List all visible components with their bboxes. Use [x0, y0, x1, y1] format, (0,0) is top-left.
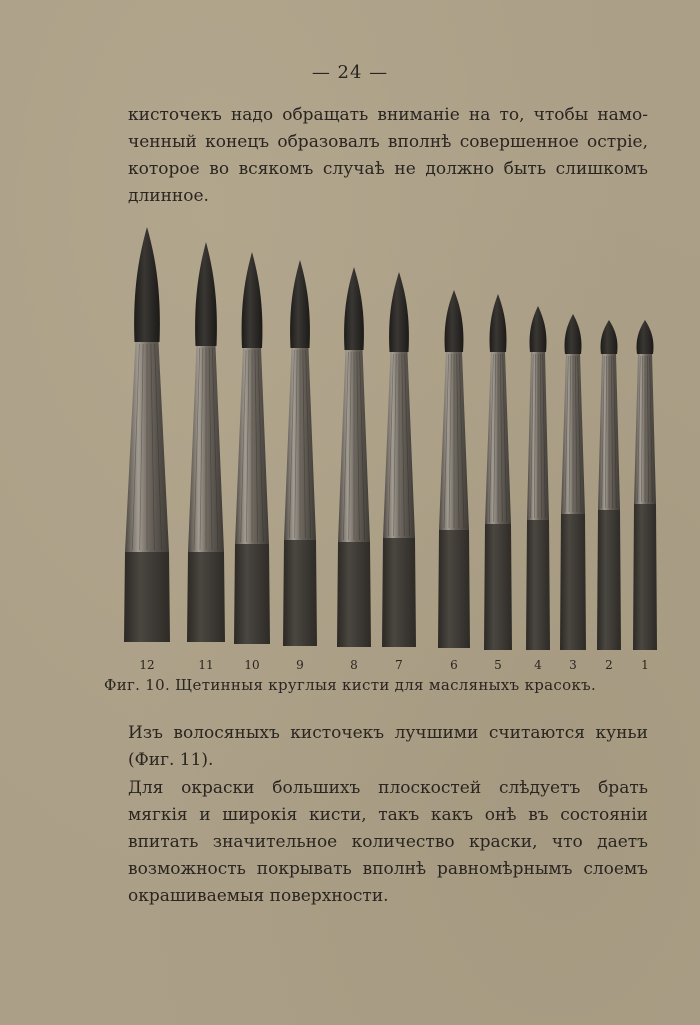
brush: [560, 314, 586, 650]
brush-bristles: [290, 260, 310, 348]
brush-bristles: [530, 306, 547, 352]
brush-number-label: 4: [534, 658, 542, 672]
brush: [337, 267, 371, 647]
figure-caption: Фиг. 10. Щетинныя круглыя кисти для масляныхъ красокъ.: [103, 676, 597, 694]
brush-number-label: 10: [244, 658, 260, 672]
brush-number-label: 7: [395, 658, 403, 672]
text-line: мягкія и широкія кисти, такъ какъ онѣ въ состояніи: [128, 805, 648, 825]
brush-handle: [234, 544, 270, 644]
brush-handle: [124, 552, 170, 642]
brush-bristles: [242, 252, 263, 348]
brush-bristles: [389, 272, 409, 352]
brush-handle: [560, 514, 586, 650]
text-line: ченный конецъ образовалъ вполнѣ совершенное остріе,: [128, 132, 648, 152]
text-line: окрашиваемыя поверхности.: [128, 886, 389, 906]
brush-bristles: [637, 320, 654, 354]
brush-number-label: 5: [494, 658, 502, 672]
brush-number-label: 6: [450, 658, 458, 672]
brush-number-label: 9: [296, 658, 304, 672]
brush: [234, 252, 270, 644]
paragraph-top: [128, 102, 648, 210]
page-number: — 24 —: [311, 62, 389, 83]
paragraph-bottom: [128, 775, 648, 910]
brush-bristles: [195, 242, 217, 346]
text-line: длинное.: [128, 186, 209, 206]
brush-handle: [526, 520, 550, 650]
brush-number-label: 12: [139, 658, 155, 672]
text-line: кисточекъ надо обращать вниманіе на то, чтобы намо-: [128, 105, 648, 125]
text-line: (Фиг. 11).: [128, 750, 214, 770]
paragraph-middle: [128, 720, 648, 774]
text-line: которое во всякомъ случаѣ не должно быть слишкомъ: [128, 159, 648, 179]
brush: [526, 306, 550, 650]
brush-number-label: 11: [198, 658, 214, 672]
brush-bristles: [445, 290, 464, 352]
figure-brushes: [110, 222, 670, 672]
brush-number-label: 8: [350, 658, 358, 672]
text-line: Изъ волосяныхъ кисточекъ лучшими считаются куньи: [128, 723, 648, 743]
brush-number-label: 2: [605, 658, 613, 672]
brush: [633, 320, 657, 650]
text-line: Для окраски большихъ плоскостей слѣдуетъ брать: [128, 778, 648, 798]
brush-handle: [283, 540, 317, 646]
brush: [283, 260, 317, 646]
brush: [124, 227, 170, 642]
brush-bristles: [490, 294, 507, 352]
brush-handle: [597, 510, 621, 650]
brush-bristles: [344, 267, 364, 350]
brush: [438, 290, 470, 648]
brush-handle: [633, 504, 657, 650]
brush-number-label: 1: [641, 658, 649, 672]
text-line: возможность покрывать вполнѣ равномѣрнымъ слоемъ: [128, 859, 648, 879]
text-line: впитать значительное количество краски, что даетъ: [128, 832, 648, 852]
brush: [382, 272, 416, 647]
brush-number-label: 3: [569, 658, 577, 672]
brush-handle: [337, 542, 371, 647]
brush: [597, 320, 621, 650]
brush-bristles: [601, 320, 618, 354]
brush-handle: [187, 552, 225, 642]
brush-handle: [484, 524, 512, 650]
brush: [484, 294, 512, 650]
brush-bristles: [565, 314, 582, 354]
brush-handle: [382, 538, 416, 647]
brush-bristles: [134, 227, 160, 342]
brush: [187, 242, 225, 642]
brush-handle: [438, 530, 470, 648]
